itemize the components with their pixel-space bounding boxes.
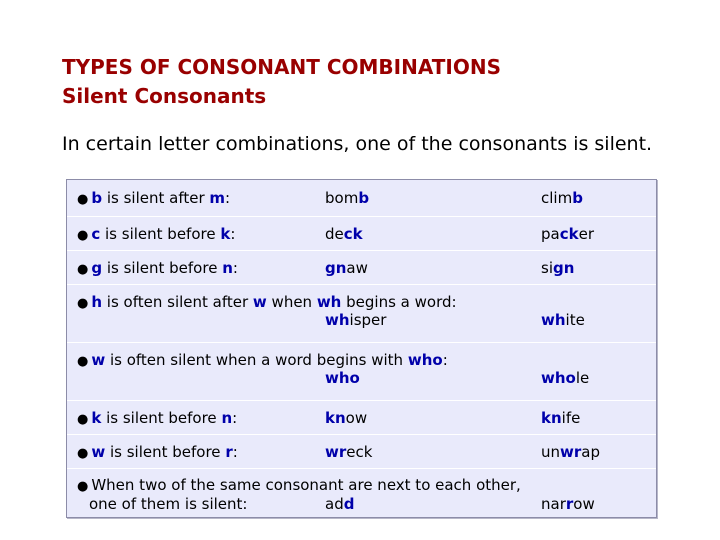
slide-title [62,53,501,111]
plain-text: bom [325,189,359,207]
plain-text: begins a word: [341,293,457,311]
highlight-letters: r [565,495,574,513]
highlight-letters: c [91,225,101,243]
plain-text: ife [561,409,581,427]
plain-text: eck [346,443,373,461]
highlight-letters: h [91,293,103,311]
plain-text: de [325,225,344,243]
example-word-2 [541,225,594,243]
plain-text: clim [541,189,573,207]
highlight-letters: wh [325,311,350,329]
rule-row [67,434,656,468]
example-word-1 [325,225,363,243]
highlight-letters: gn [325,259,347,277]
plain-text: is silent before [105,443,226,461]
rule-row [67,468,656,517]
rule-row [67,180,656,216]
bullet-icon: ● [77,354,89,369]
title-line-1: TYPES OF CONSONANT COMBINATIONS [62,55,501,79]
rule-text [77,293,457,313]
plain-text: : [232,259,238,277]
rule-row [67,342,656,400]
example-word-2 [541,495,595,513]
plain-text: : [232,443,238,461]
plain-text: ap [581,443,600,461]
rule-text-line-2: one of them is silent: [89,495,248,513]
rule-text [77,189,230,209]
title-line-2: Silent Consonants [62,84,267,108]
highlight-letters: b [572,189,583,207]
highlight-letters: k [91,409,102,427]
highlight-letters: ck [559,225,579,243]
highlight-letters: who [407,351,443,369]
rules-table [66,179,657,518]
plain-text: : [225,189,231,207]
highlight-letters: g [91,259,103,277]
highlight-letters: gn [552,259,575,277]
plain-text: is silent before [102,259,223,277]
highlight-letters: b [358,189,370,207]
rule-text [77,443,238,463]
highlight-letters: who [541,369,576,387]
highlight-letters: kn [541,409,562,427]
intro-text: In certain letter combinations, one of the consonants is silent. [62,133,653,155]
plain-text: is silent before [100,225,221,243]
bullet-icon: ● [77,296,89,311]
plain-text: , [516,476,521,494]
rule-row [67,400,656,434]
plain-text: er [578,225,594,243]
bullet-icon: ● [77,446,89,461]
plain-text: : [442,351,448,369]
highlight-letters: w [252,293,267,311]
bullet-icon: ● [77,192,89,207]
bullet-icon: ● [77,412,89,427]
plain-text: is often silent when a word begins with [105,351,408,369]
highlight-letters: n [221,409,233,427]
example-word-1 [325,369,360,387]
highlight-letters: n [222,259,233,277]
plain-text: si [541,259,553,277]
example-word-1 [325,495,354,513]
highlight-letters: ck [343,225,363,243]
highlight-letters: w [91,351,106,369]
highlight-letters: w [91,443,106,461]
plain-text: nar [541,495,566,513]
example-word-2 [541,443,600,461]
rule-text [77,476,521,496]
rule-text [77,225,235,245]
bullet-icon: ● [77,262,89,277]
example-word-1 [325,409,367,427]
plain-text: isper [349,311,387,329]
plain-text: : [230,225,236,243]
highlight-letters: kn [325,409,346,427]
plain-text: when [266,293,317,311]
rule-row [67,216,656,250]
rule-text [77,259,238,279]
plain-text: aw [346,259,368,277]
highlight-letters: m [209,189,226,207]
rule-text [77,409,237,429]
plain-text: ow [573,495,595,513]
example-word-1 [325,189,369,207]
highlight-letters: wh [316,293,342,311]
example-word-2 [541,311,585,329]
example-word-1 [325,259,368,277]
plain-text: ad [325,495,344,513]
plain-text: ow [345,409,368,427]
plain-text: is silent before [101,409,222,427]
highlight-letters: r [225,443,233,461]
example-word-2 [541,369,589,387]
rule-row [67,250,656,284]
bullet-icon: ● [77,479,89,494]
example-word-1 [325,443,372,461]
plain-text: un [541,443,561,461]
plain-text: When two of the same consonant are next to each other [91,476,517,494]
plain-text: is silent after [102,189,210,207]
plain-text: : [232,409,238,427]
plain-text: pa [541,225,560,243]
rule-row [67,284,656,342]
rule-text [77,351,448,371]
example-word-2 [541,189,583,207]
highlight-letters: wr [325,443,347,461]
highlight-letters: who [325,369,360,387]
highlight-letters: wh [541,311,566,329]
highlight-letters: k [220,225,231,243]
example-word-1 [325,311,386,329]
bullet-icon: ● [77,228,89,243]
example-word-2 [541,259,574,277]
plain-text: le [575,369,590,387]
highlight-letters: b [91,189,103,207]
highlight-letters: d [343,495,355,513]
plain-text: is often silent after [102,293,253,311]
example-word-2 [541,409,580,427]
plain-text: ite [565,311,585,329]
highlight-letters: wr [560,443,582,461]
